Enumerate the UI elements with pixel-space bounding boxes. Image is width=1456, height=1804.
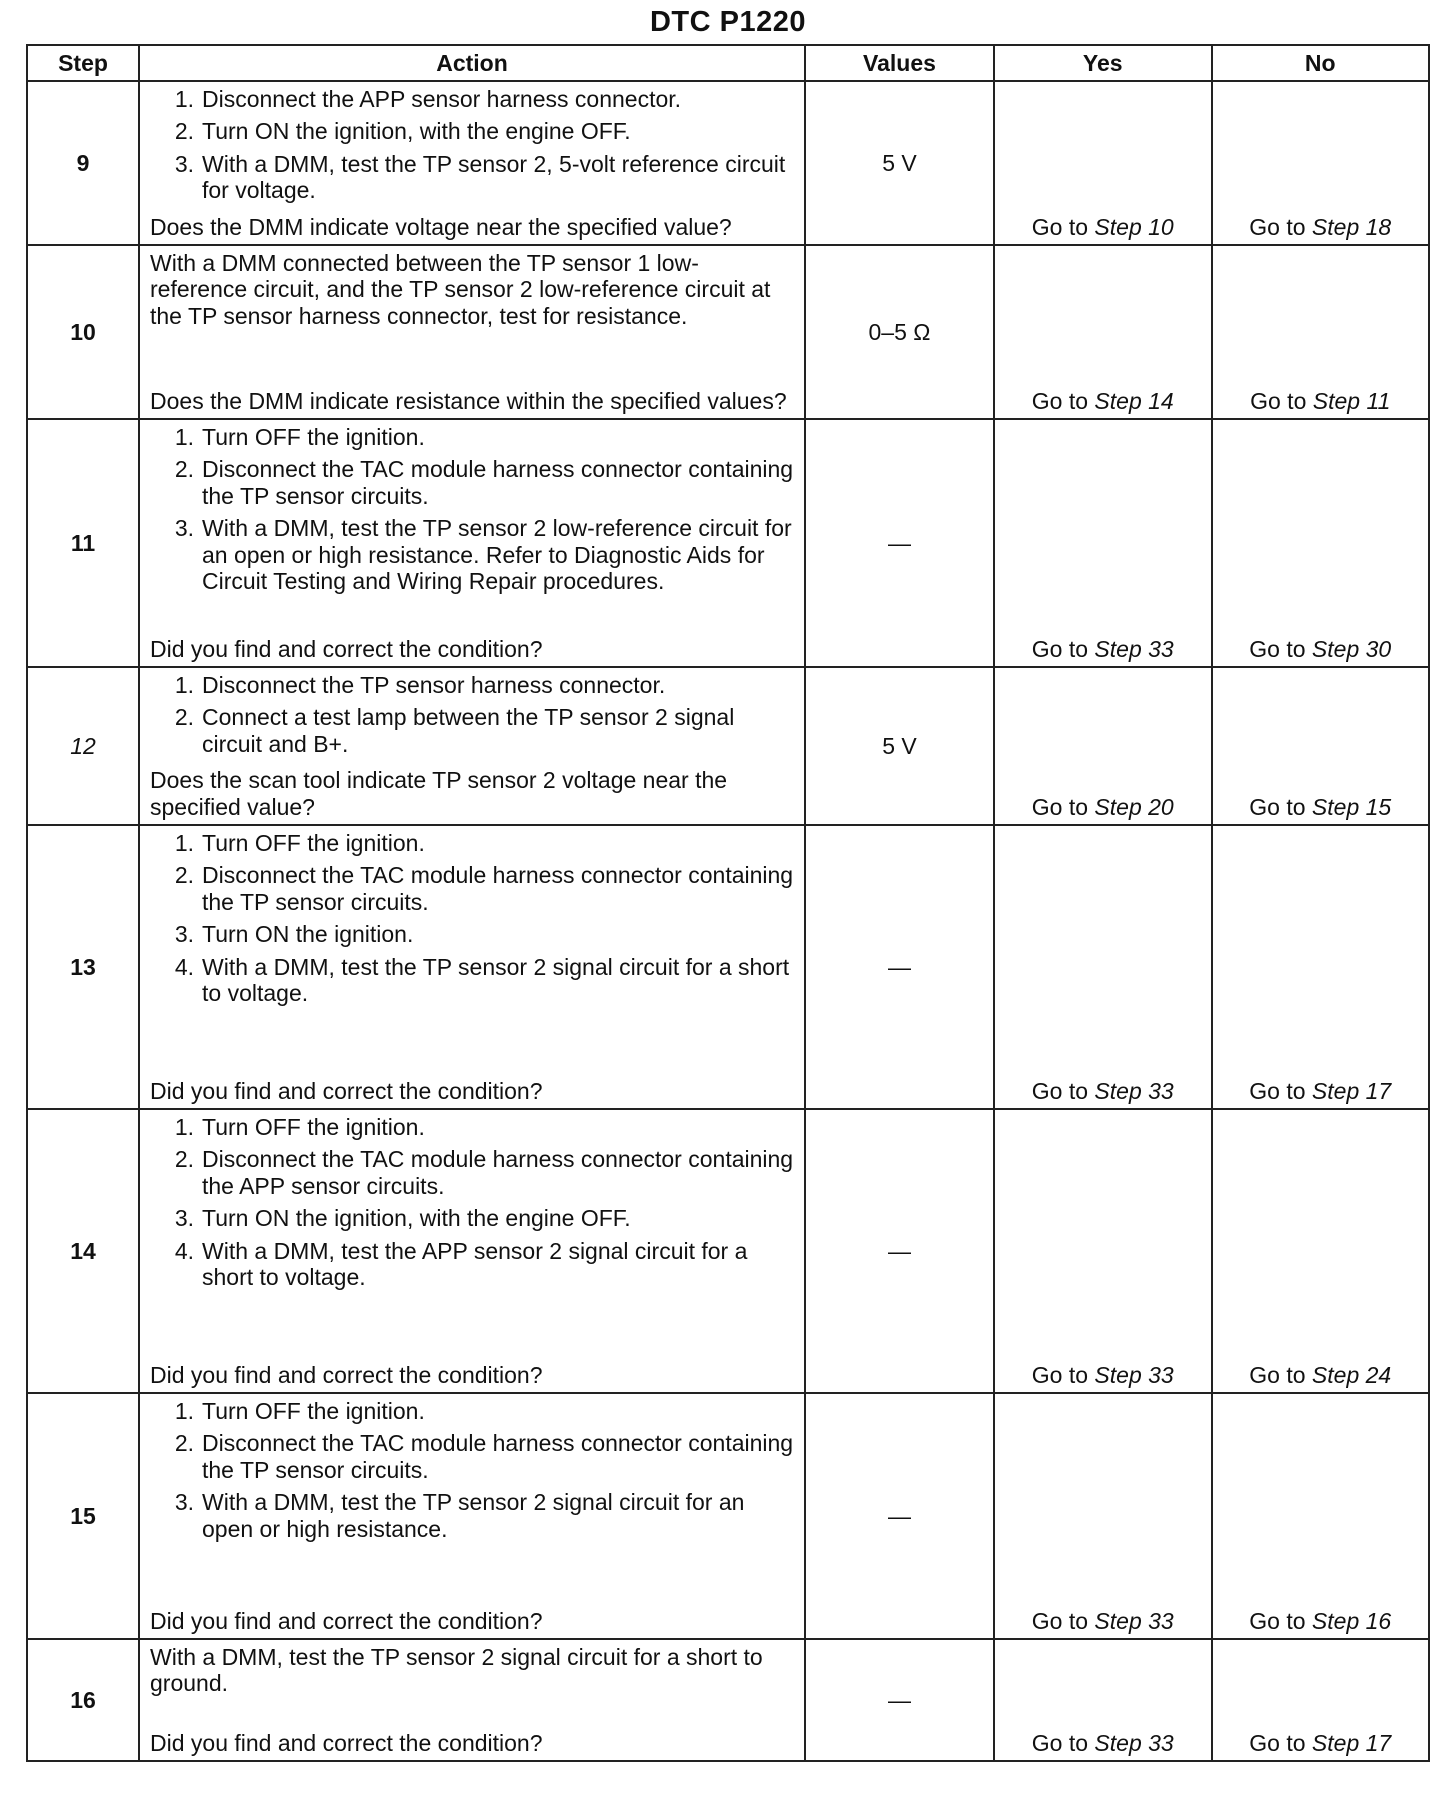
list-item [150,921,796,947]
value-cell: — [805,1393,994,1639]
action-steps-list [150,830,796,1007]
step-word: Step [1094,387,1142,414]
list-item-number: 2. [174,704,194,731]
step-target: 33 [1148,635,1174,662]
list-item-number: 1. [174,1398,194,1424]
value-cell: 0–5 Ω [805,245,994,419]
action-question: Does the scan tool indicate TP sensor 2 voltage near the specified value? [150,767,728,820]
yes-cell [994,825,1212,1109]
go-to-label: Go to [1031,1729,1089,1756]
step-reference [1312,1362,1391,1388]
list-item-text: Turn OFF the ignition. [202,830,425,856]
go-to-label: Go to [1249,635,1306,662]
go-to-label: Go to [1249,1729,1306,1756]
list-item-number: 1. [174,830,194,856]
list-item [150,1430,796,1483]
list-item-text: Turn OFF the ignition. [202,1398,425,1424]
step-reference [1312,794,1391,820]
list-item-text: Connect a test lamp between the TP sensor 2 signal circuit and B+. [202,704,735,757]
step-target: 17 [1365,1729,1392,1756]
list-item [150,424,796,450]
step-reference [1312,636,1391,662]
table-row [27,1639,1429,1761]
step-word: Step [1311,213,1360,240]
step-reference [1312,1730,1391,1756]
list-item-number: 2. [174,862,194,889]
action-text: With a DMM connected between the TP sensor 1 low-reference circuit, and the TP sensor 2 low-reference circuit at the TP sensor harness connector, test for resistance. [150,250,771,329]
step-reference [1094,1078,1173,1104]
list-item-text: Disconnect the TAC module harness connector containing the APP sensor circuits. [202,1146,794,1199]
list-item [150,1398,796,1424]
go-to-label: Go to [1249,1077,1306,1104]
list-item-number: 3. [174,150,194,177]
step-target: 10 [1148,213,1174,240]
value-cell: — [805,419,994,667]
yes-cell [994,245,1212,419]
step-word: Step [1094,1607,1142,1634]
list-item-number: 2. [174,118,194,145]
yes-cell [994,667,1212,825]
header-action: Action [139,45,805,81]
yes-cell [994,1109,1212,1393]
step-reference [1094,636,1173,662]
step-target: 24 [1365,1361,1392,1388]
step-number: 10 [27,245,139,419]
list-item [150,515,796,594]
yes-cell [994,419,1212,667]
step-number: 9 [27,81,139,245]
list-item-text: Turn ON the ignition, with the engine OFF. [202,118,631,145]
list-item-text: With a DMM, test the APP sensor 2 signal circuit for a short to voltage. [202,1237,748,1291]
go-to-label: Go to [1031,1361,1089,1388]
value-cell: 5 V [805,667,994,825]
list-item [150,1205,796,1231]
action-question: Did you find and correct the condition? [150,1607,543,1634]
table-row [27,419,1429,667]
step-reference [1313,388,1391,414]
go-to-label: Go to [1249,1607,1306,1634]
action-steps-list [150,424,796,595]
table-row [27,81,1429,245]
action-cell [139,825,805,1109]
list-item-number: 2. [174,1146,194,1173]
action-cell [139,1109,805,1393]
step-word: Step [1094,1077,1142,1104]
action-cell [139,667,805,825]
step-target: 33 [1148,1729,1174,1756]
action-question: Does the DMM indicate resistance within the specified values? [150,387,787,414]
action-question: Did you find and correct the condition? [150,1729,543,1756]
list-item-number: 1. [174,1114,194,1140]
action-text: With a DMM, test the TP sensor 2 signal circuit for a short to ground. [150,1644,763,1697]
go-to-label: Go to [1031,213,1089,240]
step-target: 14 [1148,387,1174,414]
step-number: 13 [27,825,139,1109]
list-item-number: 1. [174,424,194,450]
table-row [27,825,1429,1109]
list-item-text: Turn OFF the ignition. [202,1114,425,1140]
step-target: 16 [1365,1607,1392,1634]
step-reference [1094,1730,1173,1756]
step-number: 16 [27,1639,139,1761]
step-word: Step [1312,387,1361,414]
step-word: Step [1094,793,1142,820]
no-cell [1212,1109,1430,1393]
step-reference [1094,794,1173,820]
step-word: Step [1094,213,1142,240]
list-item [150,862,796,915]
list-item [150,456,796,509]
action-cell [139,245,805,419]
step-reference [1312,214,1391,240]
list-item-text: Disconnect the TP sensor harness connector. [202,672,666,698]
step-target: 20 [1148,793,1174,820]
step-word: Step [1094,635,1142,662]
step-number: 11 [27,419,139,667]
list-item-text: With a DMM, test the TP sensor 2 signal circuit for an open or high resistance. [202,1489,745,1542]
step-target: 33 [1148,1361,1174,1388]
step-word: Step [1311,1077,1360,1104]
step-target: 30 [1365,635,1392,662]
list-item-text: With a DMM, test the TP sensor 2 signal circuit for a short to voltage. [202,953,790,1007]
step-number: 12 [27,667,139,825]
table-row [27,1109,1429,1393]
diagnostic-table [26,44,1430,1762]
step-number: 15 [27,1393,139,1639]
step-target: 15 [1365,793,1392,820]
table-row [27,667,1429,825]
step-target: 11 [1366,387,1391,414]
list-item [150,151,796,204]
action-question: Does the DMM indicate voltage near the specified value? [150,213,732,240]
list-item [150,830,796,856]
list-item-text: Disconnect the TAC module harness connector containing the TP sensor circuits. [202,1430,794,1483]
list-item-number: 2. [174,1430,194,1457]
list-item-text: Turn OFF the ignition. [202,424,425,450]
action-steps-list [150,1114,796,1291]
go-to-label: Go to [1249,213,1306,240]
action-cell [139,1393,805,1639]
list-item-number: 3. [174,1489,194,1516]
list-item [150,1146,796,1199]
list-item-text: Disconnect the TAC module harness connector containing the TP sensor circuits. [202,862,794,915]
step-target: 17 [1365,1077,1392,1104]
table-row [27,1393,1429,1639]
list-item-number: 1. [174,86,194,112]
step-reference [1312,1078,1391,1104]
go-to-label: Go to [1249,1361,1306,1388]
value-cell: — [805,1109,994,1393]
step-word: Step [1311,1729,1360,1756]
table-row [27,245,1429,419]
list-item-text: Turn ON the ignition, with the engine OFF. [202,1205,631,1232]
no-cell [1212,245,1430,419]
list-item-text: Turn ON the ignition. [202,921,414,948]
step-reference [1094,1608,1173,1634]
list-item-number: 3. [174,921,194,948]
list-item-number: 4. [174,1237,194,1264]
header-values: Values [805,45,994,81]
action-question: Did you find and correct the condition? [150,635,543,662]
no-cell [1212,825,1430,1109]
list-item [150,1114,796,1140]
go-to-label: Go to [1250,387,1307,414]
action-steps-list [150,672,796,757]
header-yes: Yes [994,45,1212,81]
list-item-text: With a DMM, test the TP sensor 2, 5-volt reference circuit for voltage. [202,150,786,204]
action-cell [139,419,805,667]
step-target: 33 [1148,1607,1174,1634]
step-number: 14 [27,1109,139,1393]
step-reference [1094,214,1173,240]
go-to-label: Go to [1031,1607,1089,1634]
list-item-text: Disconnect the APP sensor harness connector. [202,86,682,112]
action-cell [139,81,805,245]
go-to-label: Go to [1031,1077,1089,1104]
step-word: Step [1311,793,1360,820]
step-target: 18 [1365,213,1392,240]
list-item [150,86,796,112]
step-word: Step [1094,1729,1142,1756]
yes-cell [994,1639,1212,1761]
list-item [150,118,796,144]
value-cell: 5 V [805,81,994,245]
step-word: Step [1311,635,1360,662]
step-reference [1094,388,1173,414]
step-word: Step [1094,1361,1142,1388]
list-item-number: 3. [174,1205,194,1232]
yes-cell [994,81,1212,245]
no-cell [1212,1639,1430,1761]
list-item-number: 3. [174,515,194,542]
list-item [150,1489,796,1542]
list-item [150,704,796,757]
action-question: Did you find and correct the condition? [150,1361,543,1388]
step-word: Step [1311,1361,1360,1388]
table-header-row [27,45,1429,81]
step-target: 33 [1148,1077,1174,1104]
no-cell [1212,667,1430,825]
yes-cell [994,1393,1212,1639]
page-title: DTC P1220 [649,6,806,38]
go-to-label: Go to [1031,635,1089,662]
step-word: Step [1311,1607,1360,1634]
action-cell [139,1639,805,1761]
list-item [150,1238,796,1291]
list-item-number: 1. [174,672,194,698]
value-cell: — [805,825,994,1109]
no-cell [1212,419,1430,667]
go-to-label: Go to [1031,793,1089,820]
action-steps-list [150,1398,796,1542]
step-reference [1094,1362,1173,1388]
list-item [150,672,796,698]
value-cell: — [805,1639,994,1761]
go-to-label: Go to [1031,387,1089,414]
go-to-label: Go to [1249,793,1306,820]
action-steps-list [150,86,796,204]
list-item-number: 4. [174,953,194,980]
action-question: Did you find and correct the condition? [150,1077,543,1104]
header-no: No [1212,45,1430,81]
list-item-number: 2. [174,456,194,483]
header-step: Step [27,45,139,81]
no-cell [1212,1393,1430,1639]
list-item-text: Disconnect the TAC module harness connector containing the TP sensor circuits. [202,456,794,509]
step-reference [1312,1608,1391,1634]
no-cell [1212,81,1430,245]
list-item-text: With a DMM, test the TP sensor 2 low-reference circuit for an open or high resistance. Refer to Diagnostic Aids for Circuit Testing and Wiring Repair procedures. [202,515,792,595]
list-item [150,954,796,1007]
